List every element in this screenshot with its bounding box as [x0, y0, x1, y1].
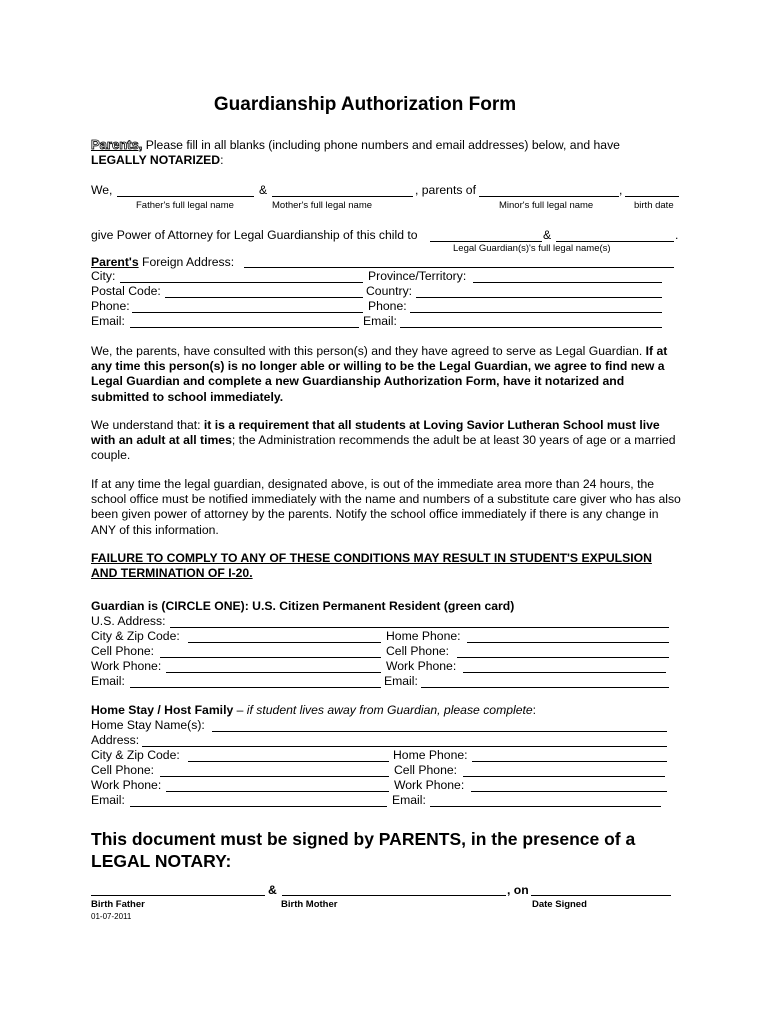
homestay-work-field[interactable] [166, 791, 389, 792]
homestay-home-phone-field[interactable] [472, 761, 667, 762]
warning-line-2: AND TERMINATION OF I-20. [91, 566, 253, 580]
homestay-work-field-right[interactable] [471, 791, 667, 792]
homestay-work-label-right: Work Phone: [394, 778, 465, 792]
requirement-paragraph [91, 418, 681, 464]
guardian-cell-field[interactable] [160, 657, 381, 658]
homestay-cell-label: Cell Phone: [91, 763, 155, 777]
colon: : [220, 153, 224, 167]
guardian-email-field-right[interactable] [421, 687, 669, 688]
page-title: Guardianship Authorization Form [213, 94, 517, 115]
homestay-home-phone-label: Home Phone: [393, 748, 468, 762]
parents-of-label: , parents of [415, 183, 476, 197]
guardian-work-field[interactable] [166, 672, 381, 673]
guardian-work-label: Work Phone: [91, 659, 162, 673]
country-field[interactable] [416, 297, 662, 298]
date-signed-caption: Date Signed [532, 899, 587, 910]
guardian-name-field-2[interactable] [556, 241, 674, 242]
parents-word: Parent's [91, 255, 139, 269]
birth-mother-signature-field[interactable] [282, 895, 506, 896]
consultation-paragraph [91, 344, 681, 405]
homestay-work-label: Work Phone: [91, 778, 162, 792]
homestay-city-zip-field[interactable] [188, 761, 389, 762]
comma: , [619, 183, 623, 197]
guardian-email-field[interactable] [130, 687, 381, 688]
guardian-city-zip-field[interactable] [188, 642, 381, 643]
mother-name-field[interactable] [272, 196, 413, 197]
intro-notarized [91, 153, 224, 168]
homestay-heading-italic: if student lives away from Guardian, please complete [246, 703, 533, 717]
phone-label-right: Phone: [368, 299, 407, 313]
revision-date: 01-07-2011 [91, 912, 132, 921]
father-name-field[interactable] [117, 196, 254, 197]
homestay-cell-field-right[interactable] [463, 776, 665, 777]
homestay-address-label: Address: [91, 733, 140, 747]
guardian-cell-label-right: Cell Phone: [386, 644, 450, 658]
homestay-cell-field[interactable] [160, 776, 389, 777]
homestay-address-field[interactable] [142, 746, 667, 747]
minor-name-field[interactable] [479, 196, 619, 197]
guardian-heading: Guardian is (CIRCLE ONE): U.S. Citizen Permanent Resident (green card) [91, 599, 515, 613]
homestay-email-label: Email: [91, 793, 125, 807]
us-address-label: U.S. Address: [91, 614, 166, 628]
signature-statement-line-1: This document must be signed by PARENTS, in the presence of a [91, 829, 636, 849]
guardian-cell-field-right[interactable] [457, 657, 669, 658]
homestay-heading-bold: Home Stay / Host Family [91, 703, 234, 717]
warning-line-1: FAILURE TO COMPLY TO ANY OF THESE CONDITIONS MAY RESULT IN STUDENT'S EXPULSION [91, 551, 652, 565]
us-address-field[interactable] [170, 627, 669, 628]
mother-caption: Mother's full legal name [272, 200, 373, 211]
homestay-email-field[interactable] [130, 806, 387, 807]
phone-label-left: Phone: [91, 299, 130, 313]
minor-caption: Minor's full legal name [499, 200, 594, 211]
guardian-work-field-right[interactable] [463, 672, 666, 673]
guardian-email-label: Email: [91, 674, 125, 688]
email-field-right[interactable] [400, 327, 662, 328]
guardian-cell-label: Cell Phone: [91, 644, 155, 658]
country-label: Country: [366, 284, 413, 298]
poa-period: . [675, 228, 679, 242]
legally-notarized-text: LEGALLY NOTARIZED [91, 153, 221, 167]
birth-father-signature-field[interactable] [91, 895, 265, 896]
signature-statement-line-2: LEGAL NOTARY: [91, 851, 232, 871]
guardian-city-zip-label: City & Zip Code: [91, 629, 180, 643]
intro-text: Please fill in all blanks (including phone numbers and email addresses) below, and have [142, 138, 620, 152]
intro-line [91, 137, 620, 153]
postal-field[interactable] [165, 297, 363, 298]
city-field[interactable] [120, 282, 363, 283]
foreign-address-label [91, 255, 234, 270]
email-field-left[interactable] [130, 327, 359, 328]
father-caption: Father's full legal name [136, 200, 234, 211]
birth-date-field[interactable] [625, 196, 679, 197]
homestay-heading [91, 703, 536, 718]
foreign-address-word: Foreign Address: [138, 255, 235, 269]
para2-bold: it is a requirement that all students at Loving Savior Lutheran School must live with an adult at all times [91, 418, 660, 448]
para1-normal: We, the parents, have consulted with this person(s) and they have agreed to serve as Legal Guardian. [91, 344, 646, 358]
phone-field-right[interactable] [410, 312, 662, 313]
homestay-colon: : [532, 703, 537, 717]
email-label-right: Email: [363, 314, 397, 328]
we-label: We, [91, 183, 113, 197]
homestay-dash: – [233, 703, 247, 717]
birth-mother-caption: Birth Mother [281, 899, 338, 910]
email-label-left: Email: [91, 314, 125, 328]
homestay-email-field-right[interactable] [430, 806, 661, 807]
birth-caption: birth date [634, 200, 674, 211]
guardian-work-label-right: Work Phone: [386, 659, 457, 673]
guardian-home-phone-field[interactable] [467, 642, 669, 643]
homestay-city-zip-label: City & Zip Code: [91, 748, 180, 762]
city-label: City: [91, 269, 116, 283]
para2-normal2: ; the Administration recommends the adult be at least 30 years of age or a married couple. [91, 433, 676, 463]
guardian-home-phone-label: Home Phone: [386, 629, 461, 643]
parents-heading: Parents, [91, 137, 143, 152]
guardian-caption: Legal Guardian(s)'s full legal name(s) [453, 243, 611, 254]
guardian-email-label-right: Email: [384, 674, 418, 688]
homestay-names-label: Home Stay Name(s): [91, 718, 205, 732]
homestay-names-field[interactable] [212, 731, 667, 732]
phone-field-left[interactable] [132, 312, 363, 313]
birth-father-caption: Birth Father [91, 899, 145, 910]
homestay-cell-label-right: Cell Phone: [394, 763, 458, 777]
poa-text: give Power of Attorney for Legal Guardianship of this child to [91, 228, 418, 242]
province-label: Province/Territory: [368, 269, 467, 283]
date-signed-field[interactable] [531, 895, 671, 896]
signature-on: , on [507, 883, 529, 897]
postal-label: Postal Code: [91, 284, 161, 298]
foreign-address-field[interactable] [244, 267, 674, 268]
para2-normal1: We understand that: [91, 418, 204, 432]
poa-amp: & [543, 228, 552, 242]
amp: & [259, 183, 268, 197]
para1-bold: If at any time this person(s) is no longer able or willing to be the Legal Guardian, we agree to find new a Legal Guardian and complete a new Guardianship Authorization Form, have it notarized and submitted to school immediately. [91, 344, 668, 404]
guardian-name-field-1[interactable] [430, 241, 542, 242]
signature-amp: & [268, 883, 277, 897]
notification-paragraph: If at any time the legal guardian, designated above, is out of the immediate area more than 24 hours, the school office must be notified immediately with the name and numbers of a substitute care giver who has also been given power of attorney by the parents. Notify the school office immediately if there is any change in ANY of this information. [91, 477, 681, 537]
homestay-email-label-right: Email: [392, 793, 426, 807]
province-field[interactable] [473, 282, 662, 283]
